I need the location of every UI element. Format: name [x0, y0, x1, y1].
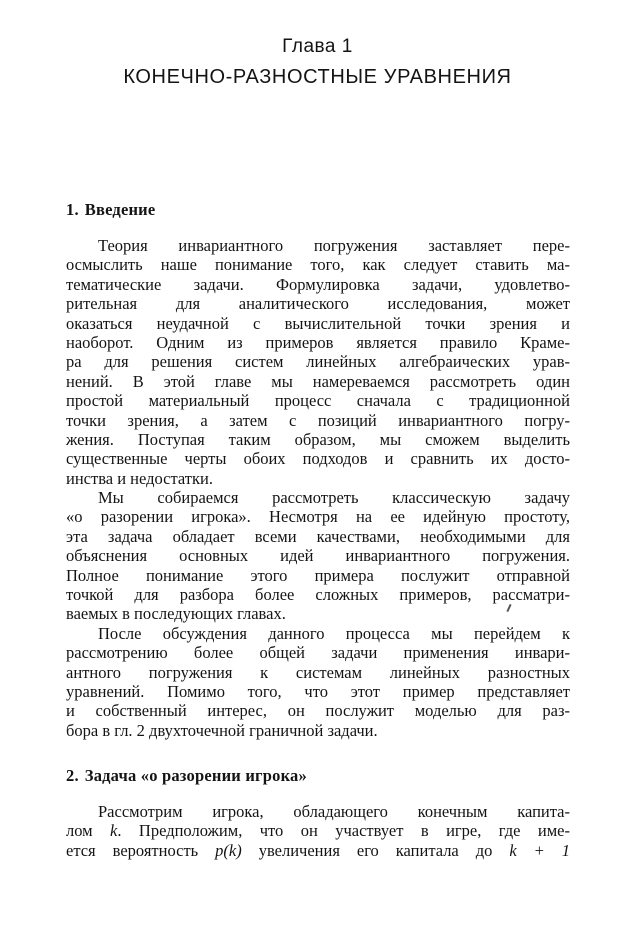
text-line: осмыслить наше понимание того, как следует ставить ма- [66, 255, 570, 275]
text-line: рассмотрению более общей задачи применения инвари- [66, 643, 570, 663]
text-line: ра для решения систем линейных алгебраических урав- [66, 352, 570, 372]
text-line: эта задача обладает всеми качествами, необходимыми для [66, 526, 570, 546]
text-line: Рассмотрим игрока, обладающего конечным капита- [98, 802, 570, 821]
section-number: 1. [66, 200, 79, 219]
text-line: рительная для аналитического исследования, может [66, 294, 570, 314]
text-line: уравнений. Помимо того, что этот пример представляет [66, 681, 570, 701]
math-variable: k [110, 821, 118, 841]
text-line: наоборот. Одним из примеров является правило Краме- [66, 332, 570, 352]
text-line: инства и недостатки. [66, 468, 213, 488]
text-line: После обсуждения данного процесса мы перейдем к [98, 623, 570, 643]
chapter-label: Глава 1 [282, 36, 353, 57]
text-line: жения. Поступая таким образом, мы сможем выделить [66, 429, 570, 449]
math-expression: p(k) [215, 840, 242, 860]
text-line: антного погружения к системам линейных разностных [66, 662, 570, 682]
paragraph-intro-1 [66, 236, 570, 740]
section-title: Задача «о разорении игрока» [84, 766, 307, 785]
text-line: лом k. Предположим, что он участвует в игре, где име- [66, 821, 570, 841]
section-heading-gambler-ruin [66, 766, 307, 786]
text-line: Полное понимание этого примера послужит отправной [66, 565, 570, 585]
text-line: тематические задачи. Формулировка задачи, удовлетво- [66, 274, 570, 294]
text-line: ваемых в последующих главах. [66, 604, 286, 624]
math-expression: k + 1 [509, 840, 571, 860]
text-line: простой материальный процесс сначала с традиционной [66, 391, 570, 411]
paragraph-gambler-1 [66, 802, 570, 860]
text-line: Теория инвариантного погружения заставляет пере- [98, 236, 570, 255]
section-number: 2. [66, 766, 79, 785]
text-line: Мы собираемся рассмотреть классическую задачу [98, 488, 570, 508]
chapter-title: КОНЕЧНО-РАЗНОСТНЫЕ УРАВНЕНИЯ [123, 66, 512, 88]
text-line: ется вероятность p(k) увеличения его капитала до k + 1 [66, 840, 571, 860]
text-line: и собственный интерес, он послужит моделью для раз- [66, 701, 570, 721]
text-line: бора в гл. 2 двухточечной граничной задачи. [66, 720, 378, 740]
text-line: точки зрения, а затем с позиций инвариантного погру- [66, 410, 570, 430]
text-line: оказаться неудачной с вычислительной точки зрения и [66, 313, 570, 333]
text-line: объяснения основных идей инвариантного погружения. [66, 546, 570, 566]
text-line: существенные черты обоих подходов и сравнить их досто- [66, 449, 570, 469]
text-line: «о разорении игрока». Несмотря на ее идейную простоту, [66, 507, 570, 527]
text-line: нений. В этой главе мы намереваемся рассмотреть один [66, 371, 570, 391]
section-heading-introduction [66, 200, 155, 220]
section-title: Введение [84, 200, 156, 219]
text-line: точкой для разбора более сложных примеров, рассматри- [66, 585, 570, 605]
